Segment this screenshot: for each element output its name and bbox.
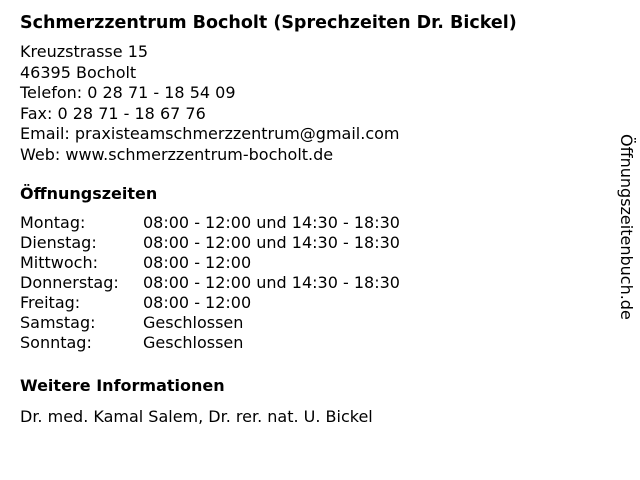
hours-row-thursday bbox=[20, 273, 610, 293]
practice-card bbox=[20, 10, 610, 427]
hours-time: 08:00 - 12:00 bbox=[143, 293, 252, 312]
hours-row-tuesday bbox=[20, 233, 610, 253]
hours-day: Samstag: bbox=[20, 313, 96, 332]
contact-phone: Telefon: 0 28 71 - 18 54 09 bbox=[20, 83, 236, 102]
contact-city: 46395 Bocholt bbox=[20, 62, 137, 82]
hours-day: Donnerstag: bbox=[20, 273, 119, 292]
contact-street: Kreuzstrasse 15 bbox=[20, 42, 149, 61]
hours-day: Montag: bbox=[20, 213, 86, 232]
hours-row-saturday bbox=[20, 313, 610, 333]
opening-hours-table bbox=[20, 213, 610, 353]
hours-time: Geschlossen bbox=[143, 313, 244, 332]
contact-email: Email: praxisteamschmerzzentrum@gmail.com bbox=[20, 124, 400, 143]
hours-row-friday bbox=[20, 293, 610, 313]
hours-row-wednesday bbox=[20, 253, 610, 273]
hours-time: 08:00 - 12:00 und 14:30 - 18:30 bbox=[143, 273, 400, 292]
hours-day: Freitag: bbox=[20, 293, 81, 312]
contact-fax: Fax: 0 28 71 - 18 67 76 bbox=[20, 103, 206, 123]
hours-time: 08:00 - 12:00 und 14:30 - 18:30 bbox=[143, 233, 400, 252]
hours-row-monday bbox=[20, 213, 610, 233]
opening-hours-heading: Öffnungszeiten bbox=[20, 184, 158, 203]
hours-day: Sonntag: bbox=[20, 333, 92, 352]
contact-web: Web: www.schmerzzentrum-bocholt.de bbox=[20, 144, 334, 164]
hours-row-sunday bbox=[20, 333, 610, 353]
hours-time: Geschlossen bbox=[143, 333, 244, 352]
further-info-text: Dr. med. Kamal Salem, Dr. rer. nat. U. Bickel bbox=[20, 407, 373, 426]
page-title: Schmerzzentrum Bocholt (Sprechzeiten Dr. Bickel) bbox=[20, 13, 517, 33]
hours-day: Mittwoch: bbox=[20, 253, 98, 272]
further-info-heading: Weitere Informationen bbox=[20, 376, 225, 395]
site-watermark-label: Öffnungszeitenbuch.de bbox=[617, 134, 636, 320]
hours-time: 08:00 - 12:00 bbox=[143, 253, 252, 272]
hours-time: 08:00 - 12:00 und 14:30 - 18:30 bbox=[143, 213, 400, 232]
contact-block bbox=[20, 42, 610, 165]
hours-day: Dienstag: bbox=[20, 233, 97, 252]
